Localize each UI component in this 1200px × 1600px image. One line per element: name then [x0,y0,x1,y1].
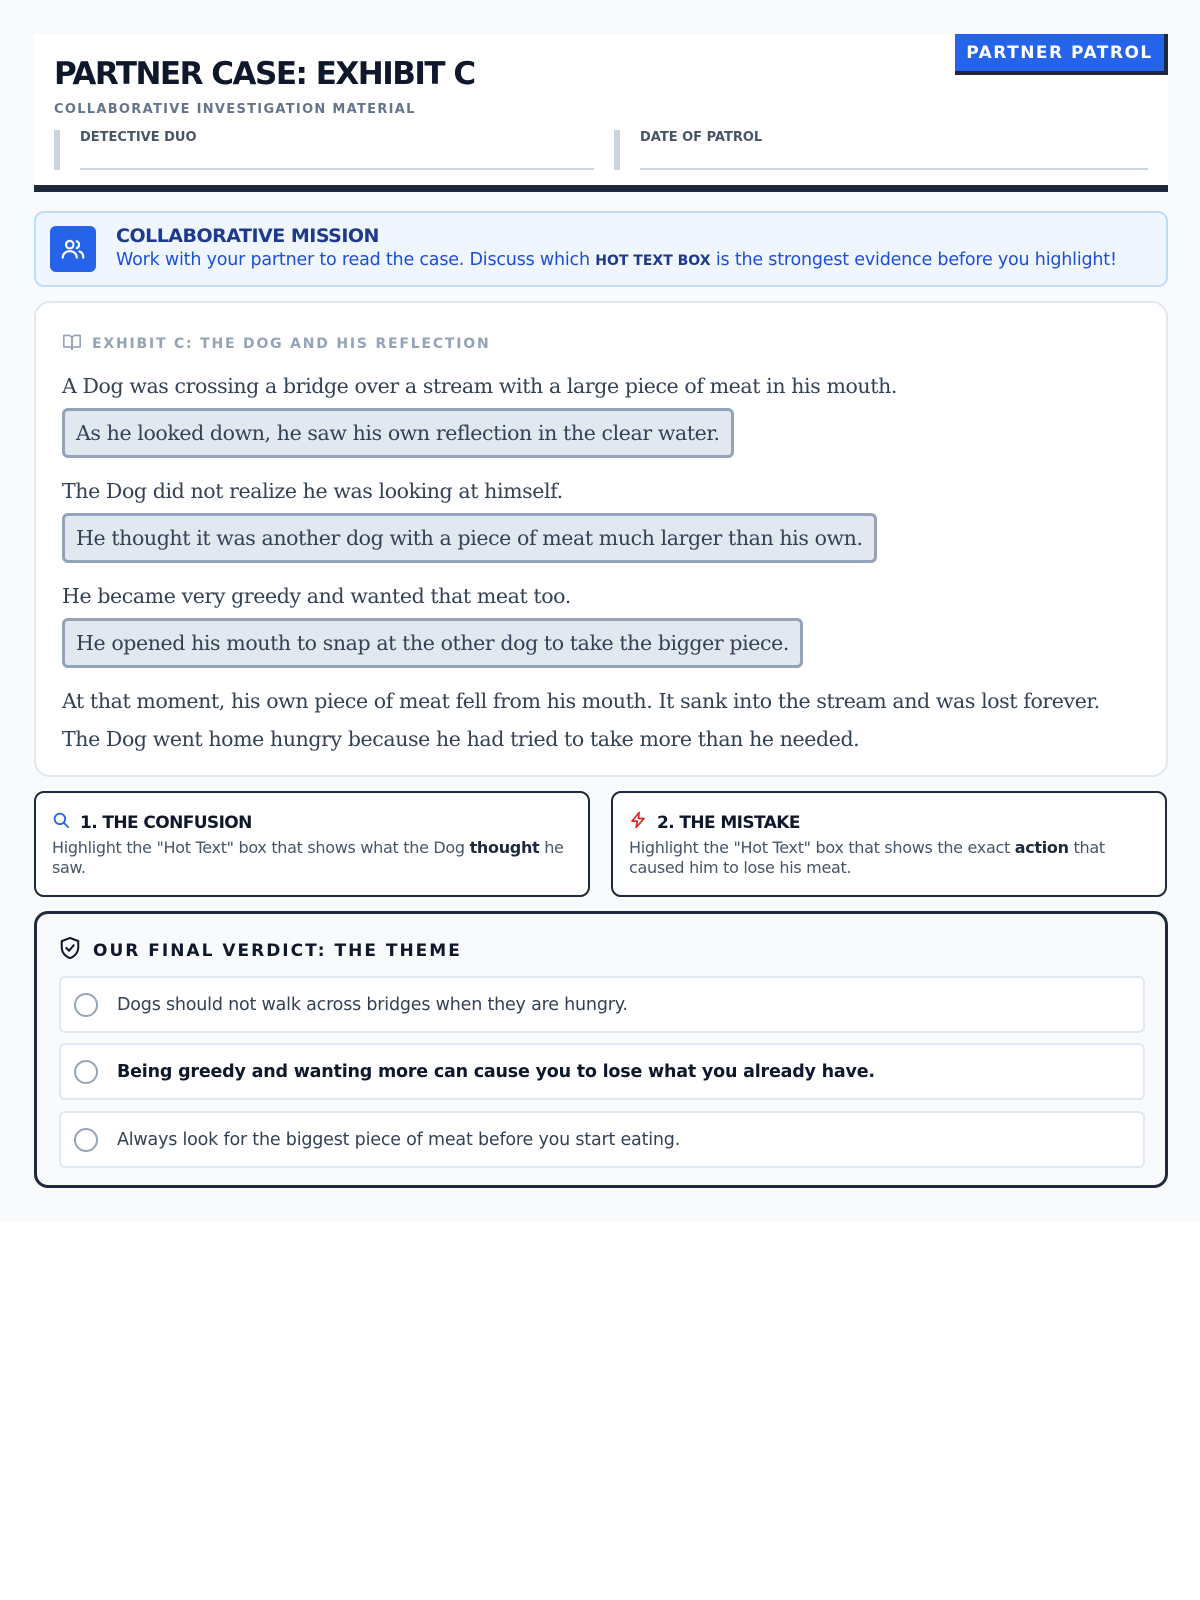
story-body [62,367,1142,758]
verdict-heading [59,936,462,965]
task-title: 2. THE MISTAKE [657,812,800,833]
task-text-after: that caused him to lose his meat. [629,838,1105,877]
search-icon [52,811,70,834]
verdict-option-1[interactable] [59,976,1145,1033]
hot-text-box-3[interactable]: He opened his mouth to snap at the other dog to take the bigger piece. [62,618,803,668]
detective-duo-line[interactable] [80,168,594,170]
story-card [34,301,1168,777]
page-title: PARTNER CASE: EXHIBIT C [54,56,475,92]
radio-button[interactable] [74,1128,98,1152]
task-text-emphasis: action [1014,838,1069,857]
date-of-patrol-line[interactable] [640,168,1148,170]
verdict-option-2[interactable] [59,1043,1145,1100]
task-text-emphasis: thought [469,838,540,857]
final-verdict-card [34,911,1168,1188]
radio-button[interactable] [74,993,98,1017]
lightning-icon [629,811,647,834]
verdict-option-label: Dogs should not walk across bridges when they are hungry. [117,994,628,1015]
task-heading [629,811,800,834]
book-icon [62,333,82,355]
page-subtitle: COLLABORATIVE INVESTIGATION MATERIAL [54,102,416,117]
detective-duo-label: DETECTIVE DUO [80,130,197,145]
collaborative-mission-banner [34,211,1168,287]
task-text-after: he saw. [52,838,564,877]
task-instructions [629,838,1149,878]
mission-text-before: Work with your partner to read the case. Discuss which [116,250,590,270]
hot-text-box-1[interactable]: As he looked down, he saw his own reflection in the clear water. [62,408,734,458]
story-sentence-2: The Dog did not realize he was looking at himself. [62,479,563,503]
date-of-patrol-field[interactable] [614,130,1148,170]
verdict-option-3[interactable] [59,1111,1145,1168]
task-heading [52,811,252,834]
task-card-confusion [34,791,590,897]
mission-hot-text: HOT TEXT BOX [595,253,711,269]
mission-text [116,250,1117,270]
story-label-text: EXHIBIT C: THE DOG AND HIS REFLECTION [92,336,491,352]
hot-text-box-2[interactable]: He thought it was another dog with a piece of meat much larger than his own. [62,513,877,563]
header [34,34,1168,192]
detective-duo-field[interactable] [54,130,594,170]
verdict-option-label: Being greedy and wanting more can cause you to lose what you already have. [117,1061,875,1082]
shield-check-icon [59,936,81,965]
story-ending: At that moment, his own piece of meat fell from his mouth. It sank into the stream and was lost forever. The Dog went home hungry because he had tried to take more than he needed. [62,689,1100,751]
task-text-before: Highlight the "Hot Text" box that shows what the Dog [52,838,465,857]
task-title: 1. THE CONFUSION [80,812,252,833]
mission-title: COLLABORATIVE MISSION [116,225,379,247]
task-text-before: Highlight the "Hot Text" box that shows the exact [629,838,1010,857]
verdict-title: OUR FINAL VERDICT: THE THEME [93,940,462,961]
mission-text-after: is the strongest evidence before you highlight! [715,250,1117,270]
story-sentence-3: He became very greedy and wanted that meat too. [62,584,571,608]
task-card-mistake [611,791,1167,897]
story-sentence-1: A Dog was crossing a bridge over a stream with a large piece of meat in his mouth. [62,374,897,398]
story-label [62,333,491,355]
task-instructions [52,838,572,878]
users-icon [50,226,96,272]
verdict-option-label: Always look for the biggest piece of meat before you start eating. [117,1129,681,1150]
radio-button[interactable] [74,1060,98,1084]
partner-patrol-badge: PARTNER PATROL [955,34,1168,75]
date-of-patrol-label: DATE OF PATROL [640,130,763,145]
